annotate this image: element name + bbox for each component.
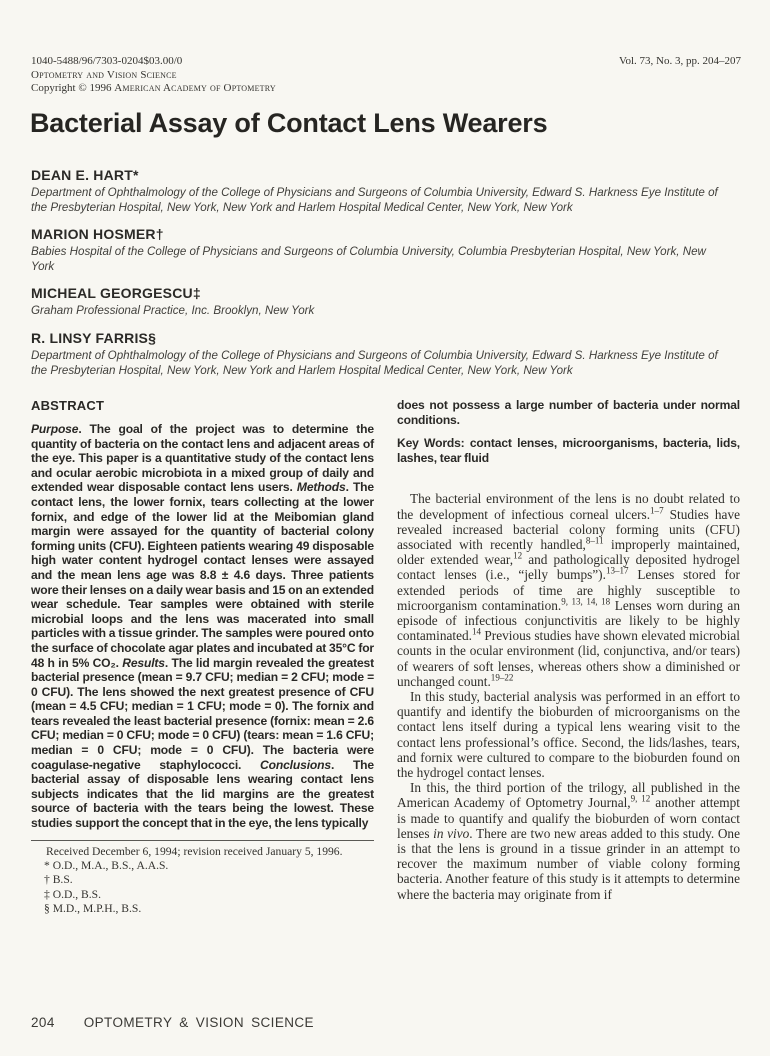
body-paragraph: In this, the third portion of the trilogy, all published in the American Academy of Optometry Journal,$^{9, 12}$ another attempt is made to quantify and qualify the bioburden of worn contact lenses in vivo. There are two new areas added to this study. One is that the lens is ground in a tissue grinder in an attempt to recover the maximum number of viable colony forming bacteria. Another feature of this study is it attempts to determine where the bacteria may originate from if bbox=[397, 780, 740, 902]
author-name: R. LINSY FARRIS§ bbox=[31, 329, 157, 346]
abstract-continuation: does not possess a large number of bacteria under normal conditions. bbox=[397, 398, 740, 427]
footnote-item: ‡ O.D., B.S. bbox=[44, 887, 102, 901]
volume-info: Vol. 73, No. 3, pp. 204–207 bbox=[618, 55, 741, 67]
authors-section bbox=[31, 167, 731, 389]
abstract-heading: ABSTRACT bbox=[31, 398, 105, 413]
author-name: MICHEAL GEORGESCU‡ bbox=[31, 285, 201, 302]
footer-journal-name: OPTOMETRY & VISION SCIENCE bbox=[83, 1015, 314, 1030]
journal-header bbox=[31, 55, 741, 96]
keywords-line: Key Words: contact lenses, microorganisms, bacteria, lids, lashes, tear fluid bbox=[397, 436, 740, 465]
author-affiliation: Department of Ophthalmology of the College of Physicians and Surgeons of Columbia University, Edward S. Harkness Eye Institute of the Presbyterian Hospital, New York, New York and Harlem Hospital Medical Center, New York, New York bbox=[31, 348, 718, 377]
footnote-item: * O.D., M.A., B.S., A.A.S. bbox=[44, 858, 169, 872]
footnote-item: † B.S. bbox=[44, 873, 73, 887]
journal-name: Optometry and Vision Science bbox=[31, 68, 177, 81]
page-number: 204 bbox=[31, 1015, 55, 1030]
author-name: DEAN E. HART* bbox=[31, 167, 139, 183]
paper-title: Bacterial Assay of Contact Lens Wearers bbox=[30, 108, 548, 138]
received-note: Received December 6, 1994; revision received January 5, 1996. bbox=[46, 844, 343, 858]
author-affiliation: Graham Professional Practice, Inc. Brooklyn, New York bbox=[31, 304, 315, 318]
two-column-body bbox=[31, 398, 741, 916]
author-name: MARION HOSMER† bbox=[31, 226, 164, 243]
copyright-prefix: Copyright © 1996 bbox=[31, 82, 115, 95]
copyright-line bbox=[31, 82, 276, 96]
author-affiliation: Babies Hospital of the College of Physicians and Surgeons of Columbia University, Columbia Presbyterian Hospital, New York, New York bbox=[31, 245, 706, 273]
body-paragraph: In this study, bacterial analysis was performed in an effort to quantify and identify the bioburden of microorganisms on the contact lens itself during a typical lens wearing visit to the contact lens professional’s office. Second, the lids/lashes, tears, and fornix were cultured to compare to the bioburden found on the hydrogel contact lenses. bbox=[397, 689, 740, 781]
journal-header-left bbox=[31, 55, 276, 96]
footnote-item: § M.D., M.P.H., B.S. bbox=[44, 901, 142, 915]
article-body bbox=[397, 491, 740, 901]
left-column bbox=[31, 398, 374, 916]
issn-code: 1040-5488/96/7303-0204$03.00/0 bbox=[31, 55, 183, 67]
author-affiliation: Department of Ophthalmology of the College of Physicians and Surgeons of Columbia University, Edward S. Harkness Eye Institute of the Presbyterian Hospital, New York, New York and Harlem Hospital Medical Center, New York, New York bbox=[31, 186, 718, 214]
page-footer bbox=[31, 1015, 314, 1030]
footnote-block bbox=[31, 840, 374, 916]
body-paragraph: The bacterial environment of the lens is no doubt related to the development of infectious corneal ulcers.$^{1-7}$ Studies have revealed increased bacterial colony forming units (CFU) associated with recently handled,$^{8-11}$ improperly maintained, older extended wear,$^{12}$ and pathologically deposited hydrogel contact lenses (i.e., “jelly bumps”).$^{13-17}$ Lenses stored for extended periods of time are highly susceptible to microorganism contamination.$^{9, 13, 14, 18}$ Lenses worn during an episode of infectious conjunctivitis are likely to be highly contaminated.$^{14}$ Previous studies have shown elevated microbial counts in the ocular environment (lid, conjunctiva, and/or tears) of wearers of soft lenses, whereas others show a diminished or unchanged count.$^{19-22}$ bbox=[397, 491, 740, 689]
copyright-owner: American Academy of Optometry bbox=[114, 82, 276, 95]
right-column bbox=[397, 398, 740, 916]
abstract-body: Purpose. The goal of the project was to determine the quantity of bacteria on the contact lens and adjacent areas of the eye. This paper is a quantitative study of the contact lens and ocular aerobic microbiota in a mixed group of daily and extended wear disposable contact lens users. Methods. The contact lens, the lower fornix, tears collecting at the lower fornix, and edge of the lower lid at the Meibomian gland margin were assayed for the quantity of bacterial colony forming units (CFU). Eighteen patients wearing 49 disposable high water content hydrogel contact lenses were assayed and the mean lens age was 8.8 ± 4.6 days. Three patients wore their lenses on a daily wear basis and 15 on an extended wear schedule. Tear samples were obtained with sterile microbial loops and the lens was macerated into small particles with a tissue grinder. The samples were poured onto the surface of chocolate agar plates and incubated at 35°C for 48 h in 5% CO₂. Results. The lid margin revealed the greatest bacterial presence (mean = 9.7 CFU; median = 2 CFU; mode = 0 CFU). The lens showed the next greatest presence of CFU (mean = 4.5 CFU; median = 1 CFU; mode = 0). The fornix and tears revealed the least bacterial presence (fornix: mean = 2.6 CFU; median = 0 CFU; mode = 0 CFU) (tears: mean = 1.6 CFU; median = 0 CFU; mode = 0 CFU). The bacteria were coagulase-negative staphylococci. Conclusions. The bacterial assay of disposable lens wearing contact lens subjects indicates that the lid margins are the greatest source of bacteria with the tears being the lowest. These studies support the concept that in the eye, the lens typically bbox=[31, 422, 374, 831]
